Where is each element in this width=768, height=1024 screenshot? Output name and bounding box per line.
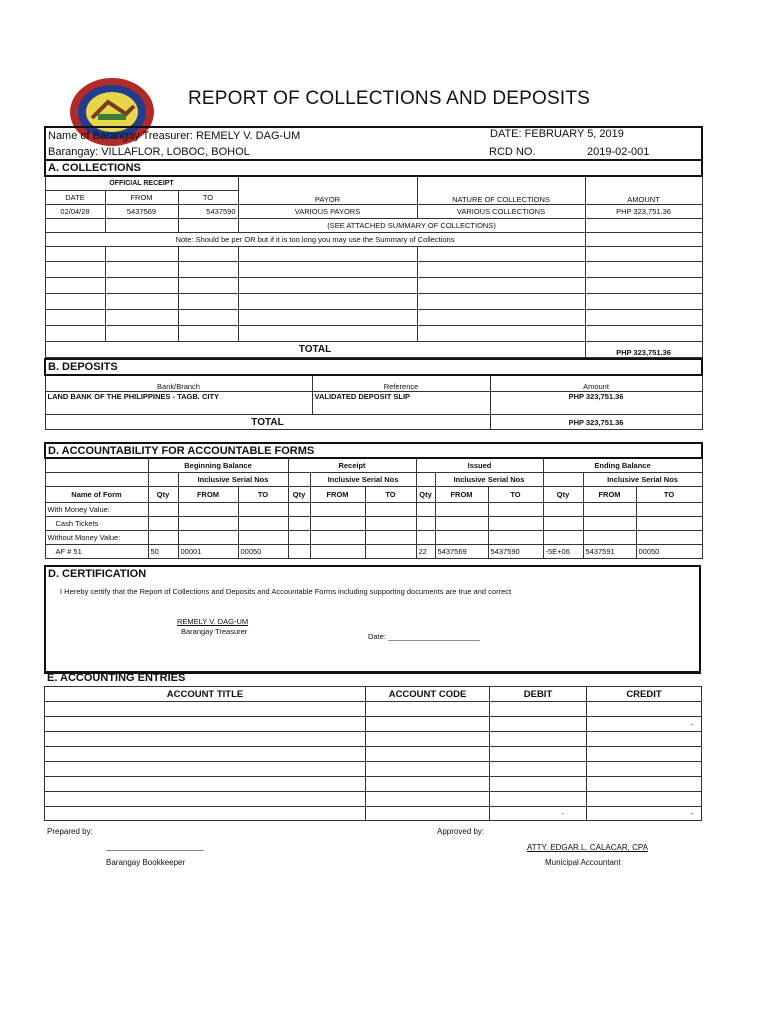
certification-date-line: Date: ______________________ [368, 632, 480, 641]
without-money-label: Without Money Value: [45, 531, 148, 545]
to-header: TO [178, 191, 238, 205]
deposit-bank: LAND BANK OF THE PHILIPPINES - TAGB. CITY [45, 392, 312, 415]
table-row [45, 503, 702, 517]
deposits-section-title: B. DEPOSITS [45, 359, 702, 375]
see-attached-note: (SEE ATTACHED SUMMARY OF COLLECTIONS) [238, 219, 585, 233]
deposits-table [44, 358, 703, 430]
certification-box [44, 565, 701, 674]
table-row [45, 531, 702, 545]
rcd-label: RCD NO. [489, 145, 536, 158]
af51-iss-to: 5437590 [488, 545, 543, 559]
accounting-table [44, 686, 702, 821]
collection-from: 5437569 [105, 205, 178, 219]
table-row [45, 278, 702, 294]
table-row [45, 702, 702, 717]
table-row [45, 777, 702, 792]
debit-total-dash: - [490, 807, 587, 821]
af51-iss-from: 5437569 [435, 545, 488, 559]
deposits-total-label: TOTAL [45, 415, 490, 430]
table-row [45, 310, 702, 326]
end-from-header: FROM [583, 487, 636, 503]
end-to-header: TO [636, 487, 702, 503]
table-row [45, 247, 702, 262]
bookkeeper-title: Barangay Bookkeeper [106, 858, 186, 867]
collections-total: PHP 323,751.36 [585, 342, 702, 358]
treasurer-position: Barangay Treasurer [181, 627, 248, 636]
rec-qty-header: Qty [288, 487, 310, 503]
table-row [45, 392, 702, 415]
iss-qty-header: Qty [416, 487, 435, 503]
af51-beg-to: 00050 [238, 545, 288, 559]
nature-header: NATURE OF COLLECTIONS [417, 176, 585, 205]
collections-total-label: TOTAL [45, 342, 585, 358]
af51-end-from: 5437591 [583, 545, 636, 559]
af51-iss-qty: 22 [416, 545, 435, 559]
report-title: REPORT OF COLLECTIONS AND DEPOSITS [188, 88, 591, 109]
deposit-reference: VALIDATED DEPOSIT SLIP [312, 392, 490, 415]
collection-payor: VARIOUS PAYORS [238, 205, 417, 219]
beg-qty-header: Qty [148, 487, 178, 503]
collection-to: 5437590 [178, 205, 238, 219]
deposit-amount: PHP 323,751.36 [490, 392, 702, 415]
certification-text: I Hereby certify that the Report of Collections and Deposits and Accountable Forms including supporting documents are true and correct [60, 587, 512, 596]
account-code-header: ACCOUNT CODE [366, 687, 490, 702]
cash-tickets-label: Cash Tickets [45, 517, 148, 531]
treasurer-name: Name of Barangay Treasurer: REMELY V. DAG-UM [45, 127, 585, 144]
end-inclusive-header: Inclusive Serial Nos [583, 473, 702, 487]
collection-date: 02/04/28 [45, 205, 105, 219]
bookkeeper-signature-line: ______________________ [106, 842, 204, 851]
collections-section-title: A. COLLECTIONS [45, 160, 702, 176]
iss-from-header: FROM [435, 487, 488, 503]
rec-inclusive-header: Inclusive Serial Nos [310, 473, 416, 487]
collection-amount: PHP 323,751.36 [585, 205, 702, 219]
table-row [45, 545, 702, 559]
payor-header: PAYOR [238, 176, 417, 205]
iss-to-header: TO [488, 487, 543, 503]
debit-header: DEBIT [490, 687, 587, 702]
rec-to-header: TO [365, 487, 416, 503]
collection-nature: VARIOUS COLLECTIONS [417, 205, 585, 219]
af51-label: AF # 51 [45, 545, 148, 559]
accountant-title: Municipal Accountant [545, 858, 621, 867]
beg-to-header: TO [238, 487, 288, 503]
af51-beg-qty: 50 [148, 545, 178, 559]
af51-beg-from: 00001 [178, 545, 238, 559]
official-receipt-header: OFFICIAL RECEIPT [45, 176, 238, 191]
table-row [45, 517, 702, 531]
table-row [45, 762, 702, 777]
approved-by-label: Approved by: [437, 827, 485, 836]
rec-from-header: FROM [310, 487, 365, 503]
table-row [45, 792, 702, 807]
beg-from-header: FROM [178, 487, 238, 503]
report-date: DATE: FEBRUARY 5, 2019 [490, 128, 624, 140]
table-row [45, 294, 702, 310]
iss-inclusive-header: Inclusive Serial Nos [435, 473, 543, 487]
deposits-total: PHP 323,751.36 [490, 415, 702, 430]
summary-note: Note: Should be per OR but if it is too long you may use the Summary of Collections [45, 233, 585, 247]
certification-section-title: D. CERTIFICATION [48, 568, 147, 580]
amount-header: AMOUNT [585, 176, 702, 205]
table-row [45, 732, 702, 747]
barangay-name: Barangay: VILLAFLOR, LOBOC, BOHOL [45, 144, 417, 160]
beginning-balance-header: Beginning Balance [148, 458, 288, 473]
bank-branch-header: Bank/Branch [45, 375, 312, 392]
table-row [45, 262, 702, 278]
accounting-section-title: E. ACCOUNTING ENTRIES [47, 672, 186, 684]
account-title-header: ACCOUNT TITLE [45, 687, 366, 702]
with-money-label: With Money Value: [45, 503, 148, 517]
issued-header: Issued [416, 458, 543, 473]
credit-dash: - [587, 717, 702, 732]
af51-end-qty: -5E+06 [543, 545, 583, 559]
table-row [45, 747, 702, 762]
credit-total-dash: - [587, 807, 702, 821]
table-row [45, 717, 702, 732]
accountant-name: ATTY. EDGAR L. CALACAR, CPA [527, 843, 648, 852]
credit-header: CREDIT [587, 687, 702, 702]
end-qty-header: Qty [543, 487, 583, 503]
af51-end-to: 00050 [636, 545, 702, 559]
reference-header: Reference [312, 375, 490, 392]
ending-balance-header: Ending Balance [543, 458, 702, 473]
name-of-form-header: Name of Form [45, 487, 148, 503]
rcd-number: 2019-02-001 [585, 144, 702, 160]
deposit-amount-header: Amount [490, 375, 702, 392]
receipt-header: Receipt [288, 458, 416, 473]
treasurer-signature-name: REMELY V. DAG-UM [177, 617, 249, 626]
table-row [45, 205, 702, 219]
table-row [45, 807, 702, 821]
accountability-table [44, 442, 703, 559]
table-row [45, 326, 702, 342]
date-header: DATE [45, 191, 105, 205]
beg-inclusive-header: Inclusive Serial Nos [178, 473, 288, 487]
from-header: FROM [105, 191, 178, 205]
accountability-section-title: D. ACCOUNTABILITY FOR ACCOUNTABLE FORMS [45, 443, 702, 458]
collections-table [44, 126, 703, 358]
prepared-by-label: Prepared by: [47, 827, 93, 836]
